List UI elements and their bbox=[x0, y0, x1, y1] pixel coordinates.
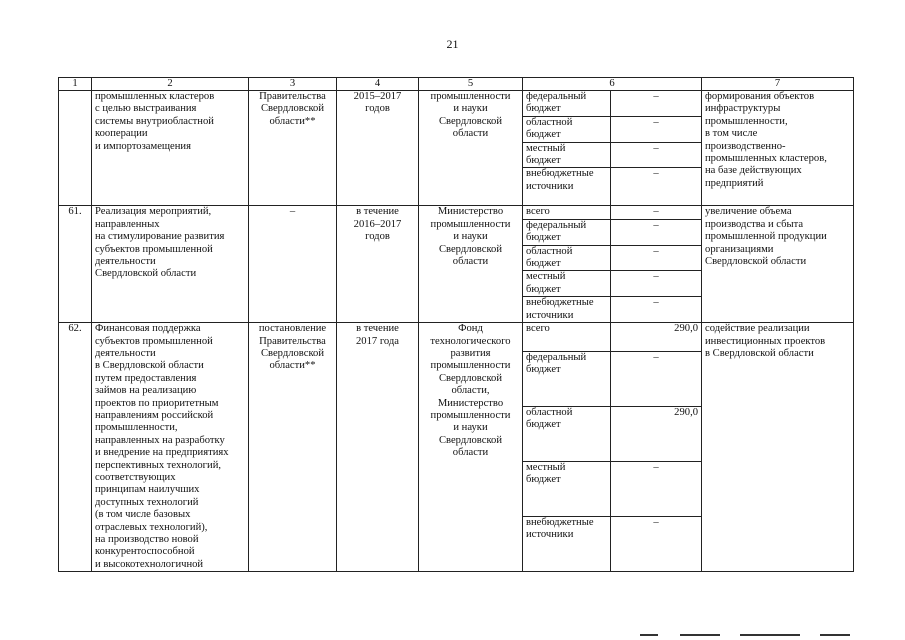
measure-name: промышленных кластеров с целью выстраивания системы внутриобластной кооперации и импортозамещения bbox=[92, 91, 249, 206]
funding-amount: 290,0 bbox=[611, 406, 702, 461]
implementation-period: 2015–2017 годов bbox=[337, 91, 419, 206]
scan-edge-marks bbox=[640, 632, 860, 640]
header-col-4: 4 bbox=[337, 78, 419, 91]
funding-source: местный бюджет bbox=[523, 142, 611, 168]
funding-amount: – bbox=[611, 206, 702, 219]
funding-amount: – bbox=[611, 461, 702, 516]
funding-source: всего bbox=[523, 206, 611, 219]
funding-amount: – bbox=[611, 219, 702, 245]
header-col-5: 5 bbox=[419, 78, 523, 91]
header-col-1: 1 bbox=[59, 78, 92, 91]
funding-source: областной бюджет bbox=[523, 406, 611, 461]
legal-document: постановление Правительства Свердловской области** bbox=[249, 323, 337, 572]
header-row bbox=[59, 78, 854, 91]
table-row bbox=[59, 206, 854, 219]
legal-document: – bbox=[249, 206, 337, 323]
expected-result: увеличение объема производства и сбыта промышленной продукции организациями Свердловской области bbox=[702, 206, 854, 323]
table-row bbox=[59, 91, 854, 117]
header-col-6: 6 bbox=[523, 78, 702, 91]
funding-amount: – bbox=[611, 351, 702, 406]
measure-name: Реализация мероприятий, направленных на стимулирование развития субъектов промышленной деятельности Свердловской области bbox=[92, 206, 249, 323]
row-number: 61. bbox=[59, 206, 92, 323]
measures-table bbox=[58, 77, 854, 572]
header-col-7: 7 bbox=[702, 78, 854, 91]
header-col-3: 3 bbox=[249, 78, 337, 91]
row-number bbox=[59, 91, 92, 206]
row-number: 62. bbox=[59, 323, 92, 572]
table-row bbox=[59, 323, 854, 352]
funding-source: федеральный бюджет bbox=[523, 219, 611, 245]
funding-source: местный бюджет bbox=[523, 271, 611, 297]
funding-amount: – bbox=[611, 517, 702, 572]
funding-source: областной бюджет bbox=[523, 116, 611, 142]
funding-amount: – bbox=[611, 91, 702, 117]
funding-amount: – bbox=[611, 245, 702, 271]
expected-result: формирования объектов инфраструктуры промышленности, в том числе производственно- промышленных кластеров, на базе действующих предприятий bbox=[702, 91, 854, 206]
funding-amount: – bbox=[611, 168, 702, 206]
funding-source: всего bbox=[523, 323, 611, 352]
funding-amount: – bbox=[611, 271, 702, 297]
funding-source: внебюджетные источники bbox=[523, 517, 611, 572]
funding-amount: 290,0 bbox=[611, 323, 702, 352]
executor: промышленности и науки Свердловской области bbox=[419, 91, 523, 206]
measure-name: Финансовая поддержка субъектов промышленной деятельности в Свердловской области путем предоставления займов на реализацию проектов по приоритетным направлениям российской промышленности, направленных на разработку и внедрение на предприятиях перспективных технологий, соответствующих принципам наилучших доступных технологий (в том числе базовых отраслевых технологий), на производство новой конкурентоспособной и высокотехнологичной bbox=[92, 323, 249, 572]
funding-amount: – bbox=[611, 116, 702, 142]
funding-source: федеральный бюджет bbox=[523, 91, 611, 117]
funding-source: внебюджетные источники bbox=[523, 297, 611, 323]
implementation-period: в течение 2016–2017 годов bbox=[337, 206, 419, 323]
page-number: 21 bbox=[446, 37, 459, 51]
header-col-2: 2 bbox=[92, 78, 249, 91]
funding-source: внебюджетные источники bbox=[523, 168, 611, 206]
funding-source: областной бюджет bbox=[523, 245, 611, 271]
implementation-period: в течение 2017 года bbox=[337, 323, 419, 572]
legal-document: Правительства Свердловской области** bbox=[249, 91, 337, 206]
funding-source: местный бюджет bbox=[523, 461, 611, 516]
executor: Министерство промышленности и науки Свердловской области bbox=[419, 206, 523, 323]
funding-source: федеральный бюджет bbox=[523, 351, 611, 406]
executor: Фонд технологического развития промышленности Свердловской области, Министерство промышленности и науки Свердловской области bbox=[419, 323, 523, 572]
expected-result: содействие реализации инвестиционных проектов в Свердловской области bbox=[702, 323, 854, 572]
funding-amount: – bbox=[611, 142, 702, 168]
funding-amount: – bbox=[611, 297, 702, 323]
